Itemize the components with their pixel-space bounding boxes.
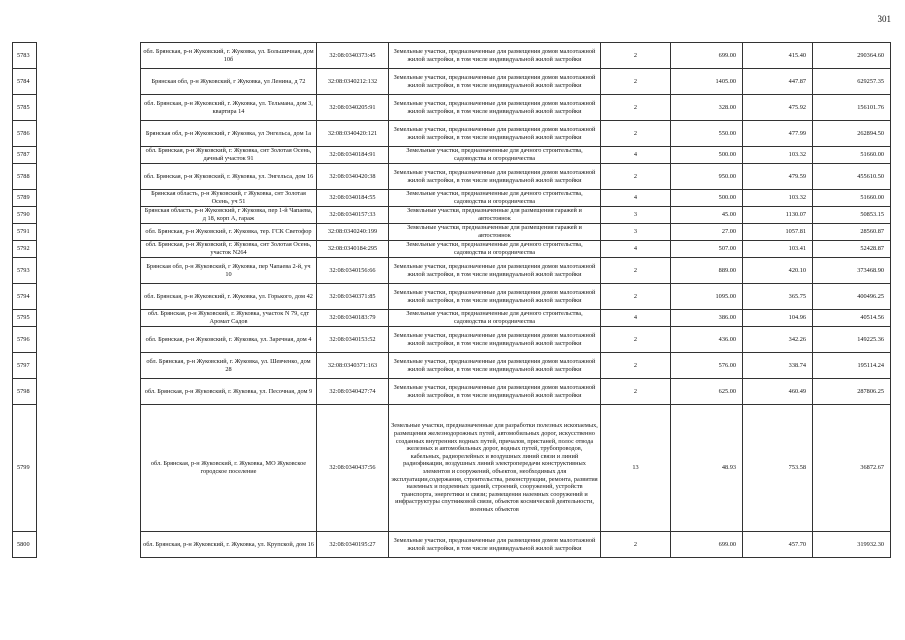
land-use-cell: Земельные участки, предназначенные для размещения гаражей и автостоянок xyxy=(389,207,601,224)
spacer-cell xyxy=(37,224,141,241)
address-cell: Брянская область, р-н Жуковский, г Жуковка, снт Золотая Осень, уч 51 xyxy=(141,190,317,207)
address-cell: Брянская область, р-н Жуковский, г Жуковка, пер 1-й Чапаева, д 18, корп А, гараж xyxy=(141,207,317,224)
row-number-cell: 5791 xyxy=(13,224,37,241)
spacer-cell xyxy=(37,310,141,327)
specific-value-cell: 415.40 xyxy=(743,43,813,69)
specific-value-cell: 475.92 xyxy=(743,95,813,121)
area-cell: 507.00 xyxy=(671,241,743,258)
land-use-cell: Земельные участки, предназначенные для размещения домов малоэтажной жилой застройки, в том числе индивидуальной жилой застройки xyxy=(389,43,601,69)
address-cell: обл. Брянская, р-н Жуковский, г. Жуковка, участок N 79, сдт Аромат Садов xyxy=(141,310,317,327)
cadastral-number-cell: 32:08:0340371:85 xyxy=(317,284,389,310)
cadastral-number-cell: 32:08:0340184:91 xyxy=(317,147,389,164)
row-number-cell: 5786 xyxy=(13,121,37,147)
cadastral-value-cell: 52428.87 xyxy=(813,241,891,258)
cadastral-number-cell: 32:08:0340156:66 xyxy=(317,258,389,284)
area-cell: 386.00 xyxy=(671,310,743,327)
cadastral-number-cell: 32:08:0340157:33 xyxy=(317,207,389,224)
table-row xyxy=(13,327,891,353)
table-row xyxy=(13,95,891,121)
cadastral-value-cell: 262894.50 xyxy=(813,121,891,147)
group-cell: 2 xyxy=(601,43,671,69)
address-cell: обл. Брянская, р-н Жуковский, г. Жуковка, МО Жуковское городское поселение xyxy=(141,405,317,532)
specific-value-cell: 1057.81 xyxy=(743,224,813,241)
area-cell: 328.00 xyxy=(671,95,743,121)
spacer-cell xyxy=(37,405,141,532)
land-use-cell: Земельные участки, предназначенные для дачного строительства, садоводства и огородничества xyxy=(389,190,601,207)
land-use-cell: Земельные участки, предназначенные для размещения гаражей и автостоянок xyxy=(389,224,601,241)
cadastral-value-cell: 455610.50 xyxy=(813,164,891,190)
group-cell: 2 xyxy=(601,69,671,95)
land-use-cell: Земельные участки, предназначенные для размещения домов малоэтажной жилой застройки, в том числе индивидуальной жилой застройки xyxy=(389,532,601,558)
address-cell: Брянская обл, р-н Жуковский, г Жуковка, ул Ленина, д 72 xyxy=(141,69,317,95)
area-cell: 500.00 xyxy=(671,147,743,164)
cadastral-number-cell: 32:08:0340184:55 xyxy=(317,190,389,207)
address-cell: обл. Брянская, р-н Жуковский, г. Жуковка, ул. Песочная, дом 9 xyxy=(141,379,317,405)
row-number-cell: 5792 xyxy=(13,241,37,258)
area-cell: 500.00 xyxy=(671,190,743,207)
table-row xyxy=(13,43,891,69)
address-cell: Брянская обл, р-н Жуковский, г Жуковка, пер Чапаева 2-й, уч 10 xyxy=(141,258,317,284)
cadastral-value-cell: 400496.25 xyxy=(813,284,891,310)
area-cell: 1405.00 xyxy=(671,69,743,95)
table-row xyxy=(13,532,891,558)
cadastral-value-cell: 629257.35 xyxy=(813,69,891,95)
row-number-cell: 5788 xyxy=(13,164,37,190)
group-cell: 2 xyxy=(601,327,671,353)
cadastral-number-cell: 32:08:0340437:56 xyxy=(317,405,389,532)
specific-value-cell: 420.10 xyxy=(743,258,813,284)
land-use-cell: Земельные участки, предназначенные для размещения домов малоэтажной жилой застройки, в том числе индивидуальной жилой застройки xyxy=(389,353,601,379)
cadastral-value-cell: 40514.56 xyxy=(813,310,891,327)
spacer-cell xyxy=(37,353,141,379)
specific-value-cell: 479.59 xyxy=(743,164,813,190)
table-body xyxy=(13,43,891,558)
specific-value-cell: 103.32 xyxy=(743,147,813,164)
row-number-cell: 5798 xyxy=(13,379,37,405)
table-row xyxy=(13,147,891,164)
group-cell: 4 xyxy=(601,310,671,327)
address-cell: обл. Брянская, р-н Жуковский, г. Жуковка, ул. Большичная, дом 10б xyxy=(141,43,317,69)
table-row xyxy=(13,69,891,95)
table-row xyxy=(13,405,891,532)
row-number-cell: 5794 xyxy=(13,284,37,310)
cadastral-number-cell: 32:08:0340184:295 xyxy=(317,241,389,258)
specific-value-cell: 457.70 xyxy=(743,532,813,558)
cadastral-number-cell: 32:08:0340420:121 xyxy=(317,121,389,147)
address-cell: Брянская обл, р-н Жуковский, г Жуковка, ул Энгельса, дом 1а xyxy=(141,121,317,147)
specific-value-cell: 460.49 xyxy=(743,379,813,405)
specific-value-cell: 104.96 xyxy=(743,310,813,327)
table-row xyxy=(13,379,891,405)
row-number-cell: 5783 xyxy=(13,43,37,69)
table-row xyxy=(13,284,891,310)
cadastral-value-cell: 28560.87 xyxy=(813,224,891,241)
cadastral-value-table xyxy=(12,42,891,558)
address-cell: обл. Брянская, р-н Жуковский, г. Жуковка, ул. Энгельса, дом 16 xyxy=(141,164,317,190)
cadastral-number-cell: 32:08:0340195:27 xyxy=(317,532,389,558)
group-cell: 4 xyxy=(601,147,671,164)
row-number-cell: 5797 xyxy=(13,353,37,379)
specific-value-cell: 103.41 xyxy=(743,241,813,258)
area-cell: 550.00 xyxy=(671,121,743,147)
specific-value-cell: 338.74 xyxy=(743,353,813,379)
row-number-cell: 5796 xyxy=(13,327,37,353)
group-cell: 2 xyxy=(601,164,671,190)
cadastral-value-cell: 373468.90 xyxy=(813,258,891,284)
cadastral-value-cell: 195114.24 xyxy=(813,353,891,379)
table-row xyxy=(13,207,891,224)
area-cell: 45.00 xyxy=(671,207,743,224)
spacer-cell xyxy=(37,532,141,558)
address-cell: обл. Брянская, р-н Жуковский, г. Жуковка, ул. Заречная, дом 4 xyxy=(141,327,317,353)
row-number-cell: 5793 xyxy=(13,258,37,284)
cadastral-number-cell: 32:08:0340183:79 xyxy=(317,310,389,327)
cadastral-value-cell: 50853.15 xyxy=(813,207,891,224)
row-number-cell: 5784 xyxy=(13,69,37,95)
page-number: 301 xyxy=(877,14,891,24)
spacer-cell xyxy=(37,379,141,405)
specific-value-cell: 103.32 xyxy=(743,190,813,207)
cadastral-number-cell: 32:08:0340212:132 xyxy=(317,69,389,95)
address-cell: обл. Брянская, р-н Жуковский, г. Жуковка, ул. Шевченко, дом 28 xyxy=(141,353,317,379)
specific-value-cell: 447.87 xyxy=(743,69,813,95)
address-cell: обл. Брянская, р-н Жуковский, г. Жуковка, ул. Тельмана, дом 3, квартира 14 xyxy=(141,95,317,121)
group-cell: 3 xyxy=(601,207,671,224)
area-cell: 1095.00 xyxy=(671,284,743,310)
table-row xyxy=(13,190,891,207)
land-use-cell: Земельные участки, предназначенные для размещения домов малоэтажной жилой застройки, в том числе индивидуальной жилой застройки xyxy=(389,284,601,310)
cadastral-value-cell: 36872.67 xyxy=(813,405,891,532)
cadastral-number-cell: 32:08:0340373:45 xyxy=(317,43,389,69)
area-cell: 27.00 xyxy=(671,224,743,241)
spacer-cell xyxy=(37,147,141,164)
table-row xyxy=(13,121,891,147)
table-row xyxy=(13,224,891,241)
group-cell: 3 xyxy=(601,224,671,241)
table-row xyxy=(13,310,891,327)
row-number-cell: 5795 xyxy=(13,310,37,327)
spacer-cell xyxy=(37,284,141,310)
land-use-cell: Земельные участки, предназначенные для дачного строительства, садоводства и огородничества xyxy=(389,147,601,164)
land-use-cell: Земельные участки, предназначенные для дачного строительства, садоводства и огородничества xyxy=(389,310,601,327)
area-cell: 950.00 xyxy=(671,164,743,190)
cadastral-number-cell: 32:08:0340205:91 xyxy=(317,95,389,121)
group-cell: 2 xyxy=(601,258,671,284)
cadastral-value-cell: 319932.30 xyxy=(813,532,891,558)
group-cell: 2 xyxy=(601,379,671,405)
row-number-cell: 5799 xyxy=(13,405,37,532)
group-cell: 13 xyxy=(601,405,671,532)
group-cell: 2 xyxy=(601,284,671,310)
cadastral-number-cell: 32:08:0340427:74 xyxy=(317,379,389,405)
spacer-cell xyxy=(37,241,141,258)
cadastral-number-cell: 32:08:0340153:52 xyxy=(317,327,389,353)
address-cell: обл. Брянская, р-н Жуковский, г. Жуковка, тер. ГСК Светофор xyxy=(141,224,317,241)
land-use-cell: Земельные участки, предназначенные для размещения домов малоэтажной жилой застройки, в том числе индивидуальной жилой застройки xyxy=(389,95,601,121)
group-cell: 2 xyxy=(601,532,671,558)
group-cell: 2 xyxy=(601,121,671,147)
spacer-cell xyxy=(37,207,141,224)
area-cell: 576.00 xyxy=(671,353,743,379)
table-row xyxy=(13,353,891,379)
area-cell: 625.00 xyxy=(671,379,743,405)
spacer-cell xyxy=(37,43,141,69)
group-cell: 2 xyxy=(601,353,671,379)
address-cell: обл. Брянская, р-н Жуковский, г. Жуковка, ул. Горького, дом 42 xyxy=(141,284,317,310)
land-use-cell: Земельные участки, предназначенные для размещения домов малоэтажной жилой застройки, в том числе индивидуальной жилой застройки xyxy=(389,164,601,190)
land-use-cell: Земельные участки, предназначенные для дачного строительства, садоводства и огородничества xyxy=(389,241,601,258)
specific-value-cell: 365.75 xyxy=(743,284,813,310)
cadastral-number-cell: 32:08:0340371:163 xyxy=(317,353,389,379)
spacer-cell xyxy=(37,95,141,121)
spacer-cell xyxy=(37,164,141,190)
land-use-cell: Земельные участки, предназначенные для размещения домов малоэтажной жилой застройки, в том числе индивидуальной жилой застройки xyxy=(389,379,601,405)
area-cell: 48.93 xyxy=(671,405,743,532)
cadastral-value-cell: 290364.60 xyxy=(813,43,891,69)
table-row xyxy=(13,164,891,190)
cadastral-value-cell: 287806.25 xyxy=(813,379,891,405)
row-number-cell: 5789 xyxy=(13,190,37,207)
specific-value-cell: 753.58 xyxy=(743,405,813,532)
row-number-cell: 5790 xyxy=(13,207,37,224)
address-cell: обл. Брянская, р-н Жуковский, г. Жуковка, снт Золотая Осень, участок N264 xyxy=(141,241,317,258)
cadastral-value-cell: 51660.00 xyxy=(813,190,891,207)
spacer-cell xyxy=(37,258,141,284)
spacer-cell xyxy=(37,190,141,207)
row-number-cell: 5800 xyxy=(13,532,37,558)
specific-value-cell: 1130.07 xyxy=(743,207,813,224)
specific-value-cell: 477.99 xyxy=(743,121,813,147)
cadastral-value-cell: 149225.36 xyxy=(813,327,891,353)
area-cell: 436.00 xyxy=(671,327,743,353)
spacer-cell xyxy=(37,327,141,353)
group-cell: 4 xyxy=(601,241,671,258)
cadastral-number-cell: 32:08:0340420:38 xyxy=(317,164,389,190)
address-cell: обл. Брянская, р-н Жуковский, г. Жуковка, ул. Крупской, дом 16 xyxy=(141,532,317,558)
row-number-cell: 5785 xyxy=(13,95,37,121)
area-cell: 699.00 xyxy=(671,532,743,558)
address-cell: обл. Брянская, р-н Жуковский, г. Жуковка, снт Золотая Осень, дачный участок 91 xyxy=(141,147,317,164)
land-use-cell: Земельные участки, предназначенные для размещения домов малоэтажной жилой застройки, в том числе индивидуальной жилой застройки xyxy=(389,327,601,353)
group-cell: 4 xyxy=(601,190,671,207)
group-cell: 2 xyxy=(601,95,671,121)
specific-value-cell: 342.26 xyxy=(743,327,813,353)
table-row xyxy=(13,241,891,258)
area-cell: 699.00 xyxy=(671,43,743,69)
land-use-cell: Земельные участки, предназначенные для размещения домов малоэтажной жилой застройки, в том числе индивидуальной жилой застройки xyxy=(389,258,601,284)
cadastral-value-cell: 51660.00 xyxy=(813,147,891,164)
table-row xyxy=(13,258,891,284)
area-cell: 889.00 xyxy=(671,258,743,284)
cadastral-number-cell: 32:08:0340240:199 xyxy=(317,224,389,241)
land-use-cell: Земельные участки, предназначенные для разработки полезных ископаемых, размещения железнодорожных путей, автомобильных дорог, искусственно созданных внутренних водных путей, причалов, пристаней, полос отвода железных и автомобильных дорог, водных путей, трубопроводов, кабельных, радиорелейных и воздушных линий связи и линий радиофикации, воздушных линий электропередачи конструктивных элементов и сооружений, объектов, необходимых для эксплуатации,содержания, строительства, реконструкции, ремонта, развития наземных и подземных зданий, строений, сооружений, устройств транспорта, энергетики и связи; размещения наземных сооружений и инфраструктуры спутниковой связи, объектов космической деятельности, военных объектов xyxy=(389,405,601,532)
land-use-cell: Земельные участки, предназначенные для размещения домов малоэтажной жилой застройки, в том числе индивидуальной жилой застройки xyxy=(389,69,601,95)
cadastral-value-cell: 156101.76 xyxy=(813,95,891,121)
spacer-cell xyxy=(37,121,141,147)
spacer-cell xyxy=(37,69,141,95)
land-use-cell: Земельные участки, предназначенные для размещения домов малоэтажной жилой застройки, в том числе индивидуальной жилой застройки xyxy=(389,121,601,147)
row-number-cell: 5787 xyxy=(13,147,37,164)
